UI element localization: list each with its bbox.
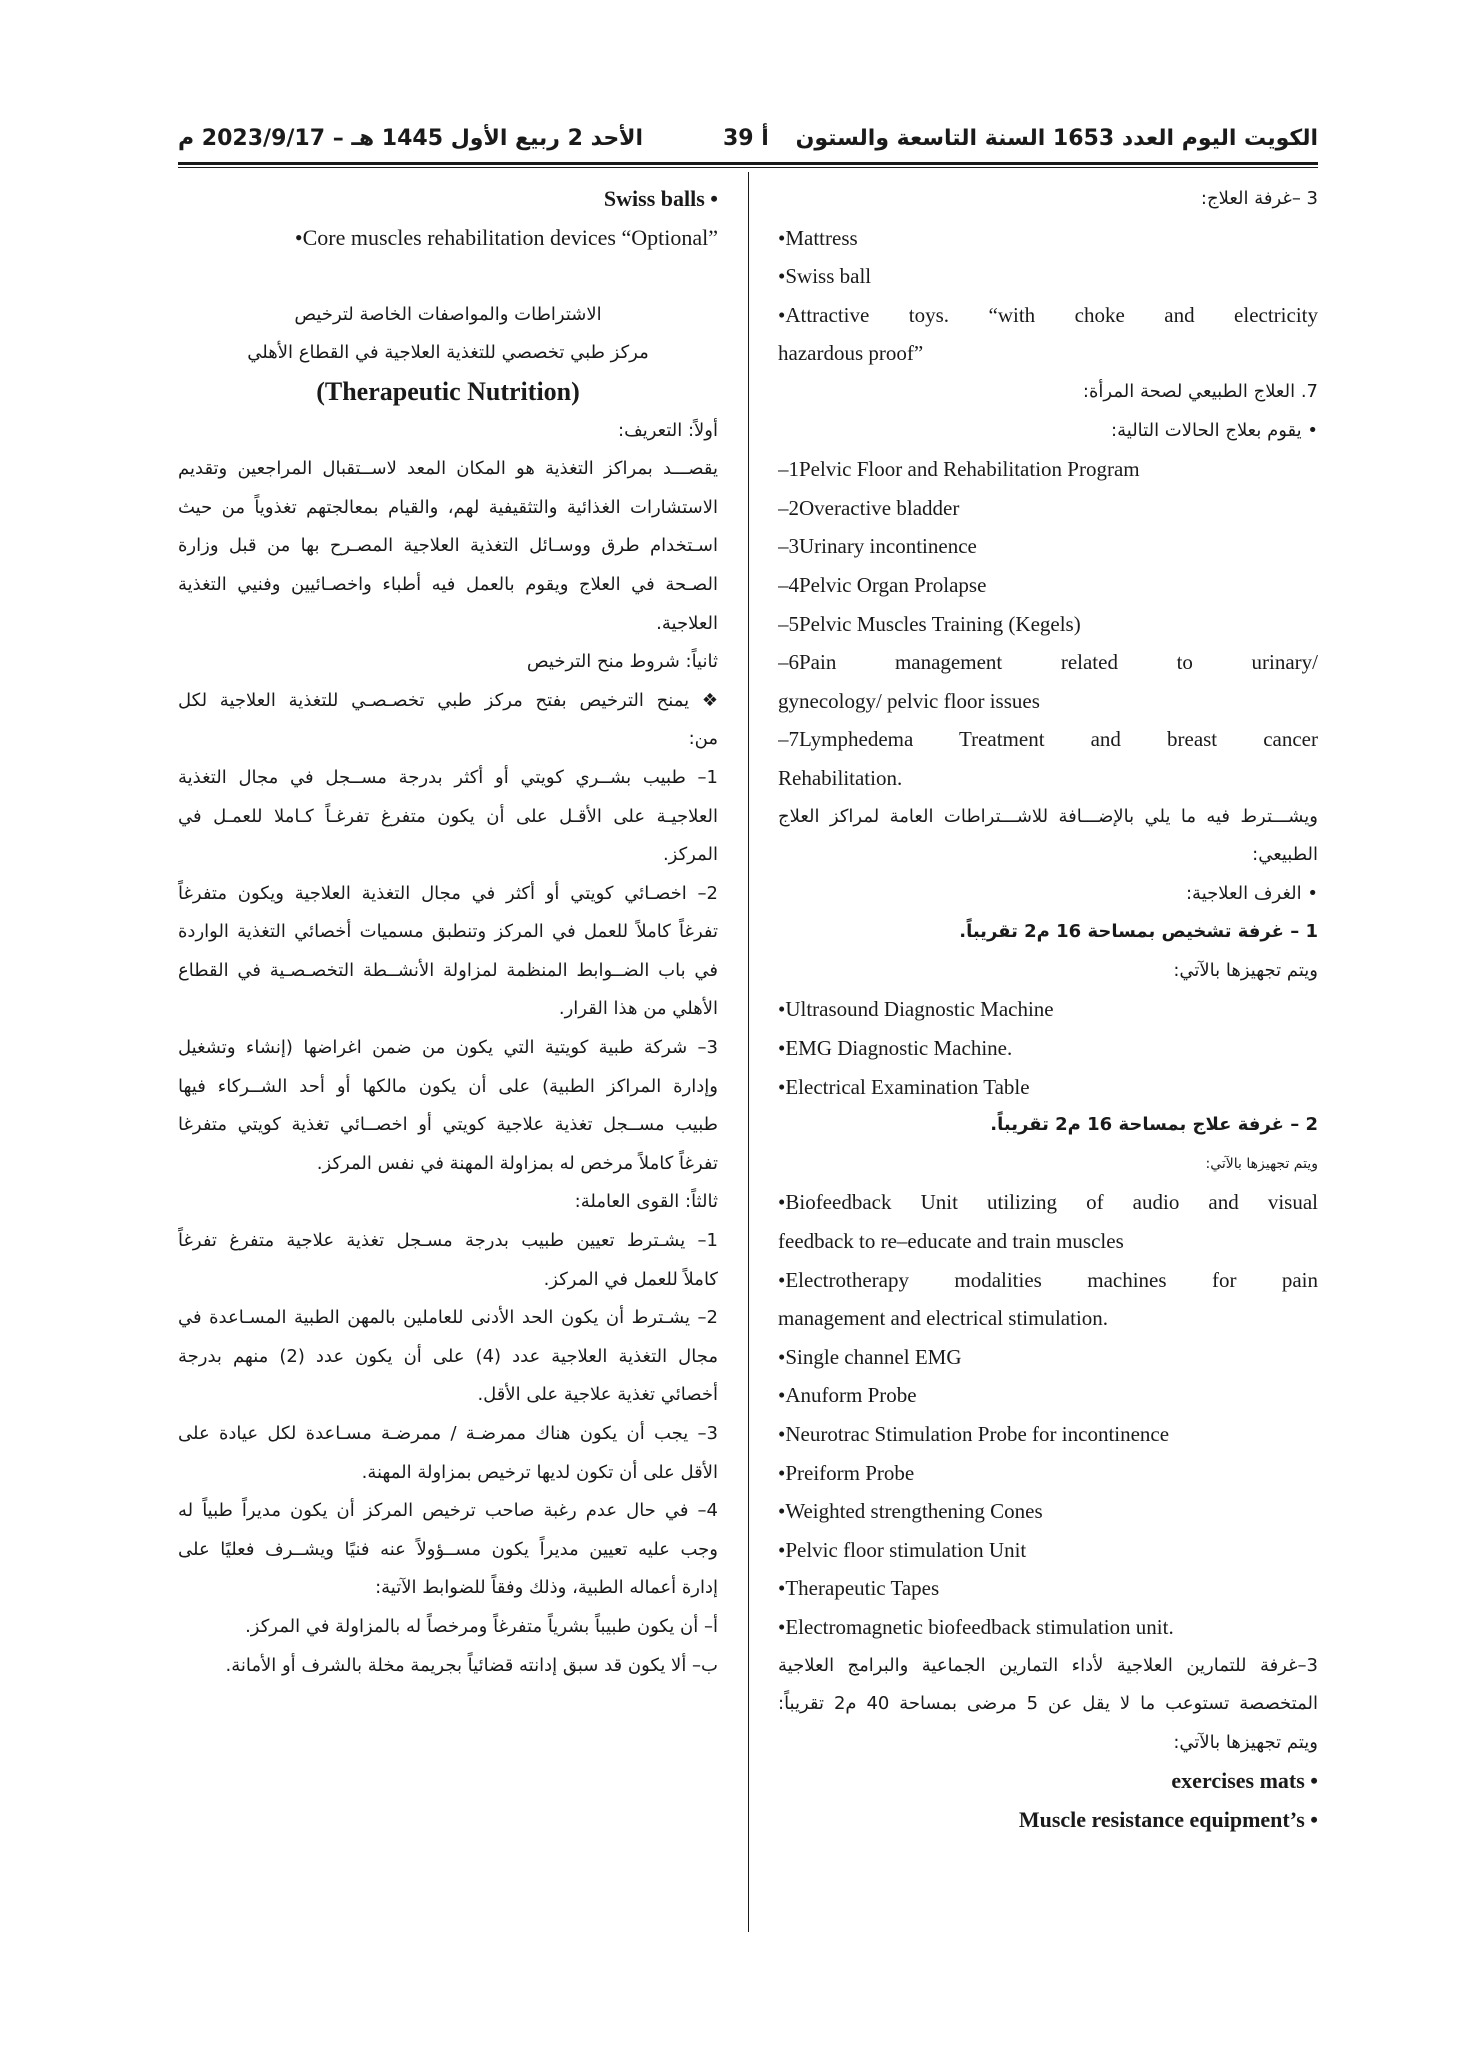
- header-rule-thick: [178, 162, 1318, 165]
- left-column-line: ثانياً: شروط منح الترخيص: [526, 651, 718, 673]
- left-column-line: الصـحة في العلاج ويقوم بالعمل فيه أطباء واخصـائيين وفنيي التغذية: [178, 573, 718, 595]
- left-column-line: يقصـــد بمراكز التغذية هو المكان المعد لاســتقبال المراجعين وتقديم: [178, 458, 718, 480]
- right-column-line: •Anuform Probe: [778, 1383, 917, 1408]
- left-column-line: المركز.: [662, 844, 718, 866]
- left-column-line: من:: [688, 728, 718, 750]
- left-column-line: تفرغاً كاملاً للعمل في المركز وتنطبق مسميات أخصائي التغذية الواردة: [178, 921, 718, 943]
- left-column-line: 3– شركة طبية كويتية التي يكون من ضمن اغراضها (إنشاء وتشغيل: [178, 1037, 718, 1059]
- column-divider: [748, 172, 749, 1932]
- right-column-line: الطبيعي:: [1252, 844, 1318, 866]
- right-column-line: • الغرف العلاجية:: [1185, 882, 1318, 904]
- left-column-line: العلاجية.: [656, 612, 718, 634]
- right-column-line: •Swiss ball: [778, 264, 872, 289]
- right-column-line: 7. العلاج الطبيعي لصحة المرأة:: [1082, 380, 1318, 402]
- left-column-line: الأقل على أن تكون لديها ترخيص بمزاولة المهنة.: [361, 1461, 718, 1483]
- right-column-line: المتخصصة تستوعب ما لا يقل عن 5 مرضى بمساحة 40 م2 تقريباً:: [778, 1693, 1318, 1715]
- left-column-line: في باب الضــوابط المنظمة لمزاولة الأنشــطة التخصـصـية في القطاع: [178, 959, 718, 981]
- left-column-line: 2– يشـترط أن يكون الحد الأدنى للعاملين بالمهن الطبية المسـاعدة في: [178, 1307, 718, 1329]
- right-column-line: 1 – غرفة تشخيص بمساحة 16 م2 تقريباً.: [959, 921, 1318, 943]
- left-column-line: إدارة أعماله الطبية، وذلك وفقاً للضوابط الآتية:: [375, 1577, 718, 1599]
- left-column-line: 2– اخصـائي كويتي أو أكثر في مجال التغذية العلاجية ويكون متفرغاً: [178, 882, 718, 904]
- right-column-line: –2Overactive bladder: [778, 495, 960, 520]
- right-column-line: –4Pelvic Organ Prolapse: [778, 572, 987, 597]
- right-column-line: •Neurotrac Stimulation Probe for incontinence: [778, 1422, 1170, 1446]
- right-column-line: ويتم تجهيزها بالآتي:: [1205, 1155, 1318, 1172]
- right-column-line: •Ultrasound Diagnostic Machine: [778, 997, 1054, 1022]
- right-column-line: •Electromagnetic biofeedback stimulation unit.: [778, 1614, 1174, 1639]
- right-column-line: ويشـــترط فيه ما يلي بالإضـــافة للاشـــتراطات العامة لمراكز العلاج: [778, 805, 1318, 827]
- right-column-line: • يقوم بعلاج الحالات التالية:: [1111, 419, 1318, 441]
- left-column-line: 1– يشـترط تعيين طبيب بدرجة مسـجل تغذية علاجية متفرغ تفرغاً: [178, 1230, 718, 1252]
- left-column-line: ثالثاً: القوى العاملة:: [574, 1191, 718, 1213]
- right-column-line: •Electrotherapy modalities machines for pain: [778, 1267, 1318, 1292]
- left-column-line: الأهلي من هذا القرار.: [558, 998, 718, 1020]
- right-column-line: Rehabilitation.: [778, 765, 903, 790]
- right-column-line: •Biofeedback Unit utilizing of audio and visual: [778, 1190, 1318, 1215]
- right-column-line: 2 – غرفة علاج بمساحة 16 م2 تقريباً.: [990, 1114, 1318, 1136]
- page-header: [178, 120, 1318, 162]
- left-column-line: أخصائي تغذية علاجية على الأقل.: [477, 1384, 718, 1406]
- left-column-line: وإدارة المراكز الطبية) على أن يكون مالكها أو أحد الشــركاء فيها: [178, 1075, 718, 1097]
- right-column: [778, 180, 1318, 1840]
- right-column-line: •EMG Diagnostic Machine.: [778, 1036, 1013, 1061]
- right-column-line: ويتم تجهيزها بالآتي:: [1173, 1731, 1318, 1753]
- left-column-line: العلاجيـة على الأقـل على أن يكون متفرغ تفرغـاً كـاملا للعمـل في: [178, 805, 718, 827]
- header-page-number: أ 39: [723, 126, 769, 151]
- left-column-line: ❖ يمنح الترخيص بفتح مركز طبي تخصـصـي للتغذية العلاجية لكل: [178, 689, 718, 711]
- left-column-line: كاملاً للعمل في المركز.: [543, 1268, 718, 1290]
- left-column-line: أولاً: التعريف:: [618, 419, 718, 441]
- right-column-line: hazardous proof”: [778, 341, 924, 366]
- left-column: [178, 180, 718, 1685]
- left-column-line: طبيب مســجل تغذية علاجية كويتي أو اخصــائي تغذية كويتي متفرغا: [178, 1114, 718, 1136]
- right-column-line: exercises mats •: [1171, 1768, 1318, 1794]
- left-column-line: 3– يجب أن يكون هناك ممرضـة / ممرضـة مسـاعدة لكل عيادة على: [178, 1423, 718, 1444]
- left-column-line: (Therapeutic Nutrition): [316, 376, 580, 406]
- header-issue-info: الكويت اليوم العدد 1653 السنة التاسعة والستون: [795, 126, 1318, 151]
- header-date: الأحد 2 ربيع الأول 1445 هـ – 2023/9/17 م: [178, 126, 644, 151]
- left-column-line: 1– طبيب بشــري كويتي أو أكثر بدرجة مســجل في مجال التغذية: [178, 766, 718, 788]
- right-column-line: •Single channel EMG: [778, 1344, 962, 1369]
- left-column-line: ب– ألا يكون قد سبق إدانته قضائياً بجريمة مخلة بالشرف أو الأمانة.: [225, 1654, 718, 1676]
- right-column-line: gynecology/ pelvic floor issues: [778, 688, 1040, 713]
- right-column-line: •Pelvic floor stimulation Unit: [778, 1537, 1027, 1562]
- left-column-line: مجال التغذية العلاجية عدد (4) على أن يكون عدد (2) منهم بدرجة: [178, 1345, 718, 1367]
- right-column-line: –1Pelvic Floor and Rehabilitation Program: [778, 457, 1140, 482]
- right-column-line: •Attractive toys. “with choke and electricity: [778, 302, 1318, 327]
- right-column-line: –3Urinary incontinence: [778, 534, 977, 559]
- right-column-line: management and electrical stimulation.: [778, 1306, 1109, 1331]
- right-column-line: 3–غرفة للتمارين العلاجية لأداء التمارين الجماعية والبرامج العلاجية: [778, 1654, 1318, 1676]
- right-column-line: ويتم تجهيزها بالآتي:: [1173, 959, 1318, 981]
- left-column-line: الاشتراطات والمواصفات الخاصة لترخيص: [294, 303, 602, 325]
- left-column-line: Swiss balls •: [603, 186, 718, 211]
- left-column-line: الاستشارات الغذائية والتثقيفية لهم، والقيام بمعالجتهم تغذوياً من حيث: [178, 496, 718, 518]
- right-column-line: 3 –غرفة العلاج:: [1200, 188, 1318, 209]
- left-column-line: 4– في حال عدم رغبة صاحب ترخيص المركز أن يكون مديراً طبياً له: [178, 1500, 718, 1522]
- left-column-line: وجب عليه تعيين مديراً يكون مســؤولاً عنه فنيًا ويشــرف فعليًا على: [178, 1538, 718, 1560]
- right-column-line: –5Pelvic Muscles Training (Kegels): [778, 611, 1081, 636]
- right-column-line: –7Lymphedema Treatment and breast cancer: [778, 727, 1318, 752]
- header-rule-thin: [178, 167, 1318, 168]
- right-column-line: feedback to re–educate and train muscles: [778, 1229, 1124, 1254]
- left-column-line: تفرغاً كاملاً مرخص له بمزاولة المهنة في نفس المركز.: [316, 1152, 718, 1174]
- left-column-line: [178, 257, 718, 296]
- left-column-line: •Core muscles rehabilitation devices “Optional”: [294, 224, 718, 250]
- left-column-line: أ– أن يكون طبيباً بشرياً متفرغاً ومرخصاً له بالمزاولة في المركز.: [245, 1615, 718, 1637]
- right-column-line: Muscle resistance equipment’s •: [1018, 1806, 1318, 1832]
- right-column-line: –6Pain management related to urinary/: [778, 650, 1318, 675]
- right-column-line: •Electrical Examination Table: [778, 1074, 1030, 1099]
- right-column-line: •Weighted strengthening Cones: [778, 1499, 1043, 1524]
- right-column-line: •Therapeutic Tapes: [778, 1576, 940, 1601]
- right-column-line: •Preiform Probe: [778, 1460, 915, 1485]
- right-column-line: •Mattress: [778, 225, 858, 250]
- left-column-line: اسـتخدام طرق ووسـائل التغذية العلاجية المصـرح بها من قبل وزارة: [178, 535, 718, 557]
- left-column-line: مركز طبي تخصصي للتغذية العلاجية في القطاع الأهلي: [247, 342, 649, 364]
